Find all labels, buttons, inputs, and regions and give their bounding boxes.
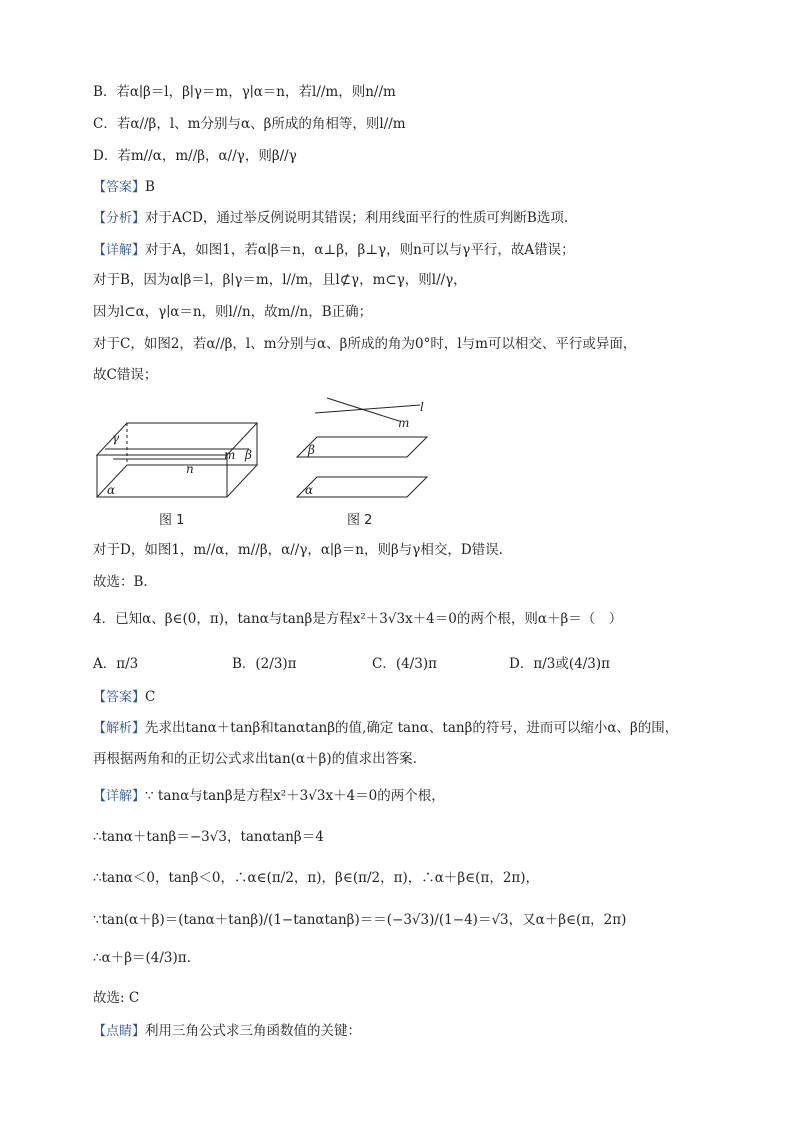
figures <box>93 375 433 530</box>
figure1-m-label: m <box>224 448 236 462</box>
for-c-line-2: 故C错误； <box>93 367 158 383</box>
figure-diagrams <box>93 375 433 530</box>
question-4: 4．已知α、β∈(0，π)，tanα与tanβ是方程x²＋3√3x＋4＝0的两个根，则α＋β＝（ ） <box>93 611 623 627</box>
dianjing-line <box>93 1021 361 1041</box>
option-b-line: B．若α∣β＝l，β∣γ＝m，γ∣α＝n，若l//m，则n//m <box>93 84 396 100</box>
figure2-beta-label: β <box>308 443 315 457</box>
figure2-alpha-label: α <box>305 483 314 497</box>
for-d-line: 对于D，如图1，m//α，m//β，α//γ，α∣β＝n，则β与γ相交，D错误. <box>93 542 503 558</box>
detail-text: 对于A，如图1，若α∣β＝n，α⊥β，β⊥γ，则n可以与γ平行，故A错误； <box>145 242 575 258</box>
figure1-alpha-label: α <box>107 483 116 497</box>
answer-text: B <box>145 179 155 195</box>
option-c-line: C．若α//β，l、m分别与α、β所成的角相等，则l//m <box>93 116 406 132</box>
figure1-beta-label: β <box>245 448 252 462</box>
jiexi-tag: 【解析】 <box>93 721 146 736</box>
figure2-l-label: l <box>420 400 424 414</box>
dianjing-text: 利用三角公式求三角函数值的关键： <box>145 1023 362 1039</box>
analysis-tag: 【分析】 <box>93 211 146 226</box>
for-b-line-1: 对于B，因为α∣β＝l，β∣γ＝m，l//m，且l⊄γ，m⊂γ，则l//γ， <box>93 272 467 288</box>
figure1-bottom-plane <box>97 465 257 497</box>
figure2-line-m <box>327 398 399 421</box>
answer2-text: C <box>145 689 156 705</box>
jiexi-line-2: 再根据两角和的正切公式求出tan(α＋β)的值求出答案. <box>93 751 417 767</box>
select-b-line: 故选：B. <box>93 574 148 590</box>
step-1: ∴tanα＋tanβ＝−3√3，tanαtanβ＝4 <box>93 829 324 845</box>
detail2-text: ∵ tanα与tanβ是方程x²＋3√3x＋4＝0的两个根， <box>145 788 445 804</box>
detail2-line <box>93 786 445 806</box>
answer-line <box>93 177 155 197</box>
detail2-tag: 【详解】 <box>93 789 146 804</box>
figure1-gamma-label: γ <box>112 431 120 445</box>
jiexi-text-1: 先求出tanα＋tanβ和tanαtanβ的值,确定 tanα、tanβ的符号，进而可以缩小α、β的围， <box>145 720 679 736</box>
answer2-tag: 【答案】 <box>93 690 146 705</box>
answer2-line <box>93 687 155 707</box>
analysis-line <box>93 208 568 228</box>
figure2-line-l <box>315 405 420 413</box>
figure2-caption: 图 2 <box>347 513 373 528</box>
dianjing-tag: 【点睛】 <box>93 1024 146 1039</box>
figure2-m-label: m <box>398 416 410 430</box>
jiexi-line-1 <box>93 718 678 738</box>
detail-tag: 【详解】 <box>93 243 146 258</box>
detail-line <box>93 240 575 260</box>
answer-tag: 【答案】 <box>93 180 146 195</box>
q4-option-d: D．π/3或(4/3)π <box>509 656 610 672</box>
step-3: ∵tan(α＋β)＝(tanα＋tanβ)/(1−tanαtanβ)＝＝(−3√3)/(1−4)＝√3，又α＋β∈(π，2π) <box>93 912 627 928</box>
q4-option-a: A．π/3 <box>93 656 139 672</box>
q4-option-b: B．(2/3)π <box>232 656 297 672</box>
question-4-options <box>93 650 693 678</box>
for-b-line-2: 因为l⊂α，γ∣α＝n，则l//n，故m//n，B正确； <box>93 304 373 320</box>
q4-option-c: C．(4/3)π <box>372 656 437 672</box>
for-c-line-1: 对于C，如图2，若α//β，l、m分别与α、β所成的角为0°时，l与m可以相交、平行或异面， <box>93 336 637 352</box>
figure2-plane-alpha <box>297 477 427 497</box>
analysis-text: 对于ACD，通过举反例说明其错误；利用线面平行的性质可判断B选项. <box>145 210 569 226</box>
option-d-line: D．若m//α，m//β，α//γ，则β//γ <box>93 148 297 164</box>
figure1-n-label: n <box>186 462 194 476</box>
step-4: ∴α＋β＝(4/3)π. <box>93 950 191 966</box>
step-2: ∴tanα＜0，tanβ＜0，∴α∈(π/2，π)，β∈(π/2，π)，∴α＋β∈(π，2π)， <box>93 870 540 886</box>
select-c-line: 故选: C <box>93 990 140 1006</box>
figure1-caption: 图 1 <box>159 513 185 528</box>
figure2-plane-beta <box>297 437 427 457</box>
